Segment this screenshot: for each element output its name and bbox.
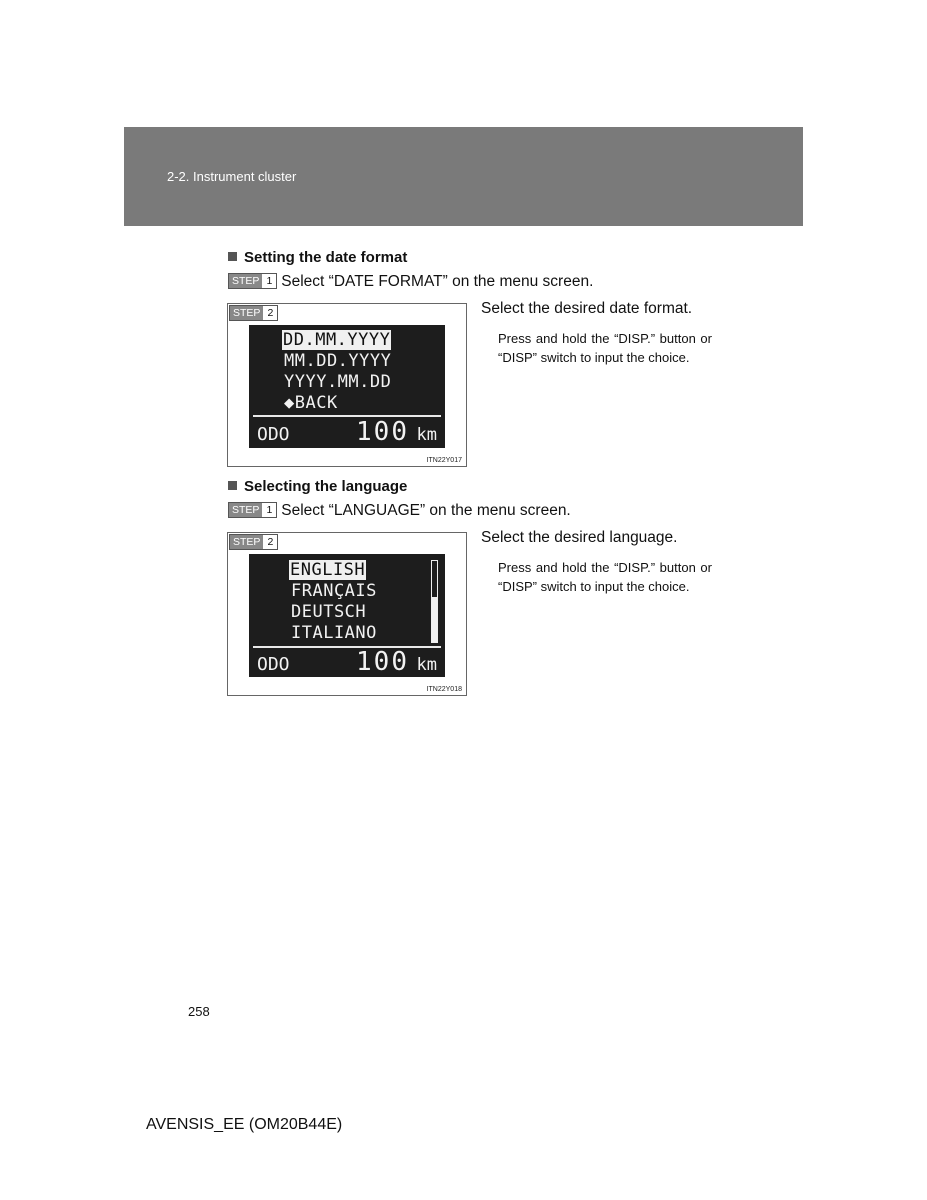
date-option: YYYY.MM.DD [284,372,392,392]
scroll-thumb [432,597,437,642]
date-instruction: Select the desired date format. [481,300,693,317]
language-step1: STEP 1 Select “LANGUAGE” on the menu screen. [228,502,571,520]
figure-code: ITN22Y018 [426,686,462,693]
step-badge: STEP 2 [229,305,278,321]
odo-value: 100 [356,417,409,447]
date-option: MM.DD.YYYY [284,351,392,371]
odo-label: ODO [257,424,290,445]
step-badge: STEP 2 [229,534,278,550]
odo-unit: km [416,425,437,445]
footer-doc-id: AVENSIS_EE (OM20B44E) [146,1116,343,1133]
step-badge: STEP 1 [228,273,277,289]
step-badge: STEP 1 [228,502,277,518]
language-note: Press and hold the “DISP.” button or “DISP” switch to input the choice. [498,560,712,594]
language-display [249,554,445,677]
language-option: FRANÇAIS [291,581,377,601]
date-step1: STEP 1 Select “DATE FORMAT” on the menu screen. [228,273,593,291]
page-number: 258 [188,1004,210,1019]
language-heading: Selecting the language [228,478,407,495]
language-figure [227,532,467,696]
date-note: Press and hold the “DISP.” button or “DISP” switch to input the choice. [498,331,712,365]
section-label: 2-2. Instrument cluster [167,169,297,184]
language-instruction: Select the desired language. [481,529,678,546]
date-format-figure [227,303,467,467]
language-option: DEUTSCH [291,602,367,622]
square-bullet-icon [228,252,237,261]
date-format-heading: Setting the date format [228,249,407,266]
scroll-indicator [431,560,438,643]
figure-code: ITN22Y017 [426,457,462,464]
odo-label: ODO [257,654,290,675]
header-band [124,127,803,226]
odo-value: 100 [356,647,409,677]
language-option-selected: ENGLISH [290,560,366,580]
date-format-display [249,325,445,448]
display-divider [253,646,441,648]
language-option: ITALIANO [291,623,377,643]
back-option: ◆BACK [284,393,338,413]
odo-unit: km [416,655,437,675]
square-bullet-icon [228,481,237,490]
date-option-selected: DD.MM.YYYY [283,330,391,350]
display-divider [253,415,441,417]
